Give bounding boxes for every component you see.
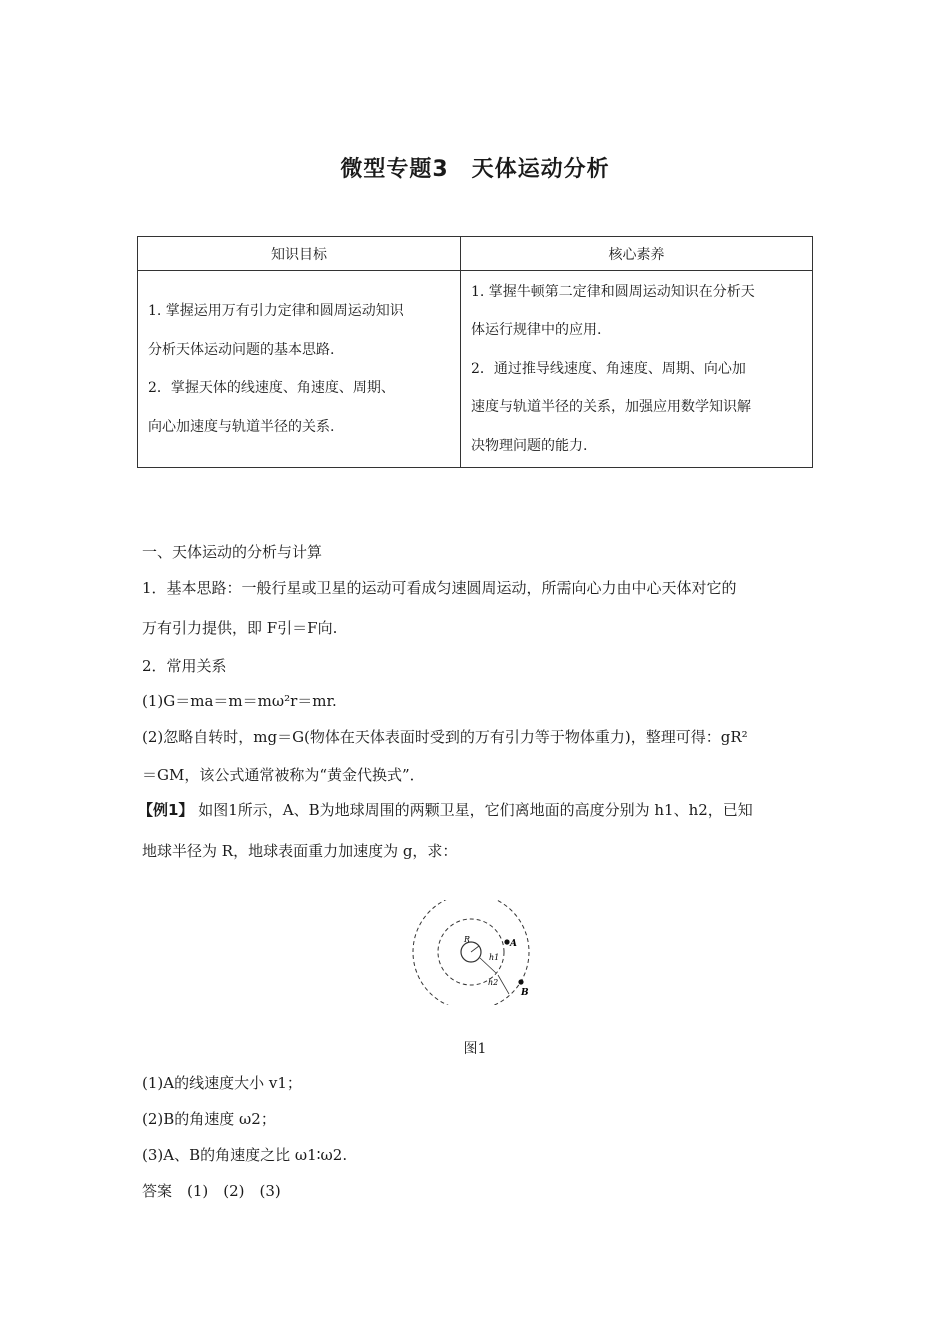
example-text: 如图1所示，A、B为地球周围的两颗卫星，它们离地面的高度分别为 h1、h2，已知: [198, 801, 753, 819]
label-a: A: [510, 939, 517, 949]
core-literacy-line: 速度与轨道半径的关系，加强应用数学知识解: [471, 399, 751, 416]
example-text-cont: 地球半径为 R，地球表面重力加速度为 g，求：: [142, 842, 458, 860]
figure-caption: 图1: [463, 1041, 487, 1057]
objectives-table: [137, 236, 813, 468]
label-r: R: [464, 935, 471, 944]
satellite-b: [518, 979, 523, 984]
section-heading: 一、天体运动的分析与计算: [142, 543, 323, 561]
example-label: 【例1】: [138, 801, 194, 819]
page-title: 微型专题3 天体运动分析: [340, 157, 610, 182]
formula-line-2-cont: ＝GM，该公式通常被称为“黄金代换式”．: [142, 766, 425, 784]
core-literacy-line: 体运行规律中的应用.: [471, 322, 602, 339]
label-h1: h1: [489, 953, 500, 962]
core-literacy-line: 1. 掌握牛顿第二定律和圆周运动知识在分析天: [471, 283, 755, 300]
formula-line-1: (1)G＝ma＝m＝mω²r＝mr.: [142, 692, 337, 710]
question-1: (1)A的线速度大小 v1；: [142, 1074, 302, 1092]
header-knowledge-goals: 知识目标: [138, 237, 461, 271]
knowledge-goal-line: 分析天体运动问题的基本思路.: [148, 341, 335, 358]
knowledge-goal-line: 2．掌握天体的线速度、角速度、周期、: [148, 380, 395, 396]
label-h2: h2: [488, 978, 499, 987]
knowledge-goal-line: 向心加速度与轨道半径的关系.: [148, 418, 335, 435]
answer-line: 答案 (1) (2) (3): [142, 1182, 281, 1200]
satellite-a: [504, 939, 509, 944]
core-literacy-line: 2．通过推导线速度、角速度、周期、向心加: [471, 360, 746, 377]
header-core-literacy: 核心素养: [461, 237, 813, 271]
example-1: [138, 799, 753, 820]
core-literacy-line: 决物理问题的能力.: [471, 437, 588, 454]
core-literacy-cell: [461, 271, 813, 468]
paragraph-basic-idea-cont: 万有引力提供，即 F引＝F向.: [142, 619, 338, 637]
formula-line-2: (2)忽略自转时，mg＝G(物体在天体表面时受到的万有引力等于物体重力)，整理可得：gR²: [142, 728, 748, 746]
knowledge-goals-cell: [138, 271, 461, 468]
question-2: (2)B的角速度 ω2；: [142, 1110, 276, 1128]
question-3: (3)A、B的角速度之比 ω1∶ω2.: [142, 1146, 348, 1164]
label-b: B: [521, 988, 529, 998]
knowledge-goal-line: 1. 掌握运用万有引力定律和圆周运动知识: [148, 303, 404, 319]
paragraph-common-relations: 2．常用关系: [142, 657, 227, 675]
paragraph-basic-idea: 1．基本思路：一般行星或卫星的运动可看成匀速圆周运动，所需向心力由中心天体对它的: [142, 579, 737, 597]
orbit-diagram: [405, 900, 545, 1005]
outer-orbit: [413, 900, 529, 1005]
